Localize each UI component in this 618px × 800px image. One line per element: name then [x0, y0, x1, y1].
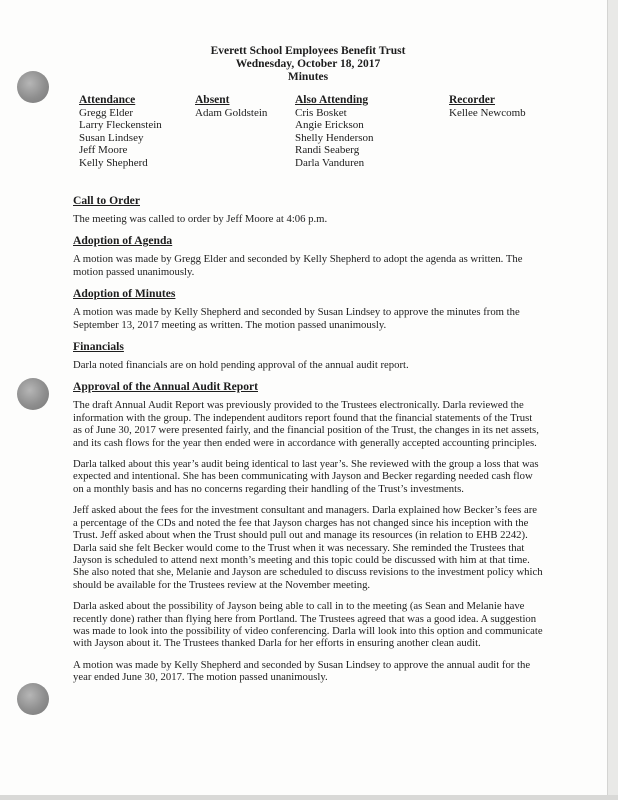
section-adoption-minutes: [73, 287, 543, 331]
section-heading: Approval of the Annual Audit Report: [73, 380, 258, 394]
absent-name: Adam Goldstein: [195, 106, 268, 119]
page-edge-bottom: [0, 795, 618, 800]
recorder-column: [449, 94, 526, 119]
section-adoption-agenda: [73, 234, 543, 278]
attendee-name: Susan Lindsey: [79, 131, 144, 144]
attendee-name: Larry Fleckenstein: [79, 119, 162, 132]
recorder-name: Kellee Newcomb: [449, 106, 526, 119]
also-attending-heading: Also Attending: [295, 94, 369, 106]
section-paragraph: Darla asked about the possibility of Jayson being able to call in to the meeting (as Sean and Melanie have recently done) rather than flying here from Portland. The Trustees agreed that was a good idea. A suggestion was made to look into the possibility of video conferencing. Darla will look into this option and communicate with Jayson about it. The Trustees thanked Darla for her efforts in ensuring another clean audit.: [73, 600, 543, 650]
attendance-column: [79, 94, 162, 170]
recorder-heading: Recorder: [449, 94, 495, 106]
section-financials: [73, 340, 543, 371]
guest-name: Randi Seaberg: [295, 144, 360, 157]
org-title: Everett School Employees Benefit Trust: [210, 45, 406, 57]
attendee-name: Jeff Moore: [79, 144, 128, 157]
doc-type: Minutes: [287, 71, 329, 83]
absent-heading: Absent: [195, 94, 230, 106]
attendee-name: Gregg Elder: [79, 106, 134, 119]
document-header: [73, 45, 543, 84]
minutes-body: [73, 194, 543, 693]
section-paragraph: A motion was made by Kelly Shepherd and seconded by Susan Lindsey to approve the minutes from the September 13, 2017 meeting as written. The motion passed unanimously.: [73, 306, 520, 331]
attendee-name: Kelly Shepherd: [79, 156, 148, 169]
section-heading: Call to Order: [73, 194, 140, 207]
attendance-heading: Attendance: [79, 94, 136, 106]
section-heading: Financials: [73, 340, 124, 354]
section-paragraph: The meeting was called to order by Jeff Moore at 4:06 p.m.: [73, 213, 328, 225]
section-paragraph: Darla talked about this year’s audit being identical to last year’s. She reviewed with the group a loss that was expected and intentional. She has been communicating with Jayson and Becker regarding needed cash flow on a monthly basis and has no concerns regarding their handling of the Trust’s investments.: [73, 458, 539, 495]
section-paragraph: A motion was made by Kelly Shepherd and seconded by Susan Lindsey to approve the annual audit for the year ended June 30, 2017. The motion passed unanimously.: [73, 658, 531, 684]
guest-name: Darla Vanduren: [295, 156, 365, 169]
section-paragraph: Darla noted financials are on hold pending approval of the annual audit report.: [73, 359, 409, 372]
punch-hole-bottom: [17, 683, 49, 715]
absent-column: [195, 94, 267, 119]
guest-name: Shelly Henderson: [295, 131, 374, 144]
section-paragraph: The draft Annual Audit Report was previously provided to the Trustees electronically. Darla reviewed the information with the group. The independent auditors report found that the financial statements of the Trust as of June 30, 2017 were presented fairly, and the financial position of the Trust, the changes in its net assets, and its cash flows for the year then ended were in accordance with generally accepted accounting principles.: [73, 399, 539, 449]
section-paragraph: Jeff asked about the fees for the investment consultant and managers. Darla explained how Becker’s fees are a percentage of the CDs and noted the fee that Jayson charges has not changed since his inception with the Trust. Jeff asked about when the Trust should pull out and manage its resources (in relation to EHB 2242). Darla said she felt Becker would come to the Trust when it was necessary. She reminded the Trustees that Jayson is scheduled to attend next month’s meeting and this topic could be discussed with him at that time. She also noted that she, Melanie and Jayson are scheduled to discuss revisions to the investment policy which should be available for the Trustees review at the November meeting.: [73, 504, 543, 591]
punch-hole-middle: [17, 378, 49, 410]
section-heading: Adoption of Minutes: [73, 287, 176, 301]
section-audit-approval: [73, 380, 543, 683]
meeting-date: Wednesday, October 18, 2017: [235, 58, 381, 70]
section-paragraph: A motion was made by Gregg Elder and seconded by Kelly Shepherd to adopt the agenda as written. The motion passed unanimously.: [73, 253, 523, 278]
guest-name: Cris Bosket: [295, 106, 347, 119]
guest-name: Angie Erickson: [295, 119, 364, 132]
page-edge-right: [607, 0, 618, 800]
punch-hole-top: [17, 71, 49, 103]
section-call-to-order: [73, 194, 543, 225]
section-heading: Adoption of Agenda: [73, 234, 173, 248]
also-attending-column: [295, 94, 374, 170]
